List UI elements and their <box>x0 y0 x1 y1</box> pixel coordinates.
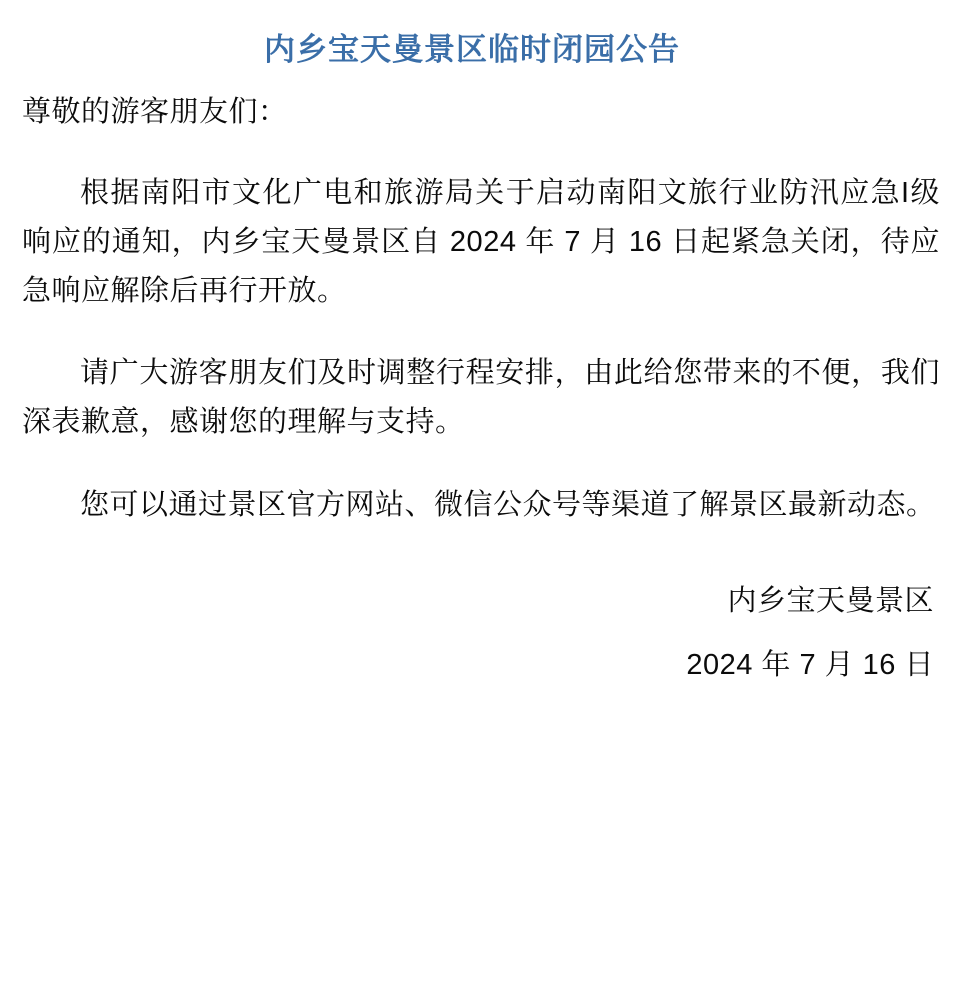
salutation: 尊敬的游客朋友们： <box>22 96 288 129</box>
signature-block <box>18 578 934 689</box>
notice-paragraph-3: 您可以通过景区官方网站、微信公众号等渠道了解景区最新动态。 <box>80 488 936 521</box>
signature-issuer: 内乡宝天曼景区 <box>727 584 934 617</box>
notice-paragraph-1: 根据南阳市文化广电和旅游局关于启动南阳文旅行业防汛应急I级响应的通知，内乡宝天曼景区自 2024 年 7 月 16 日起紧急关闭，待应急响应解除后再行开放。 <box>22 177 940 307</box>
signature-date: 2024 年 7 月 16 日 <box>686 648 934 681</box>
notice-paragraph-2: 请广大游客朋友们及时调整行程安排，由此给您带来的不便，我们深表歉意，感谢您的理解与支持。 <box>22 357 940 439</box>
page-title: 内乡宝天曼景区临时闭园公告 <box>264 32 680 67</box>
